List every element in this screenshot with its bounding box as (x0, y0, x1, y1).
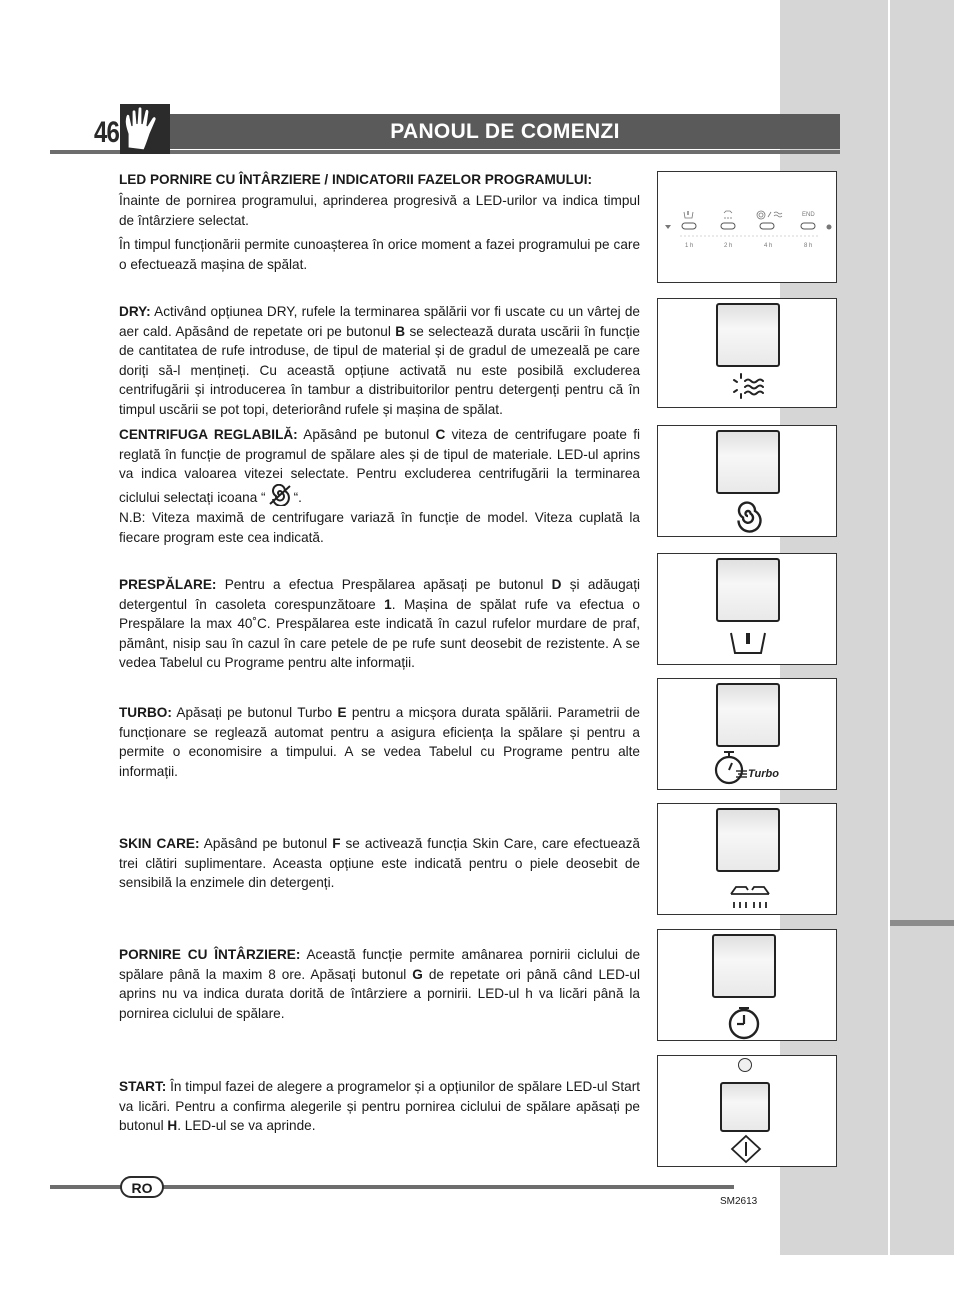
turbo-paragraph (119, 703, 640, 781)
dry-text-1: Activând opțiunea DRY, rufele la terminarea spălării vor fi uscate cu un vârtej de aer cald. Apăsând de repetate ori pe butonul (119, 304, 640, 339)
turbo-button-panel (657, 678, 837, 790)
prewash-compartment: 1 (384, 596, 392, 612)
skin-care-button[interactable] (716, 808, 780, 872)
dry-button[interactable] (716, 303, 780, 367)
spin-text-2: viteza de centrifugare poate fi reglată în funcție de programul de spălare ales și de tipul de materiale. LED-ul aprins va indica valoarea vitezei selectate. Pentru excluderea centrifugării la terminarea ciclului selectați icoana “ (119, 427, 640, 505)
delay-text-2: de repetate ori până când LED-ul aprins nu va indica durata dorită de întârziere a pornirii. LED-ul h va licări până la pornirea ciclului de spălare. (119, 966, 640, 1021)
language-badge: RO (120, 1176, 164, 1198)
prewash-text-3: . Mașina de spălat rufe va efectua o Prespălare la max 40˚C. Prespălarea este indicată în cazul rufelor murdare de praf, pământ, nisip sau în cazul în care petele de pe rufe sunt deosebit de rezistente. A se vedea Tabelul cu Programe pentru alte informații. (119, 596, 640, 670)
prewash-paragraph (119, 575, 640, 673)
spin-button[interactable] (716, 430, 780, 494)
start-text-1: În timpul fazei de alegere a programelor și a opțiunilor de spălare LED-ul Start va licări. Pentru a confirma alegerile și pentru pornirea ciclului de spălare apăsați pe butonul (119, 1079, 640, 1133)
led-heading-text: LED PORNIRE CU ÎNTÂRZIERE / INDICATORII FAZELOR PROGRAMULUI: (119, 172, 593, 187)
hour-label-4: 8 h (804, 243, 813, 249)
spin-note: N.B: Viteza maximă de centrifugare variază în funcție de model. Viteza cuplată la fiecare program este cea indicată. (119, 510, 640, 545)
turbo-text-1: Apăsați pe butonul Turbo (171, 705, 338, 720)
start-button[interactable] (720, 1082, 770, 1132)
prewash-button-letter: D (551, 577, 562, 592)
delay-button-letter: G (412, 966, 423, 982)
led-end-dot (827, 225, 832, 230)
start-paragraph (119, 1077, 640, 1136)
page-title: PANOUL DE COMENZI (390, 120, 620, 143)
margin-divider (888, 0, 890, 1255)
delay-text-1: Această funcție permite amânarea pornirii ciclului de spălare până la maxim 8 ore. Apăsați butonul (119, 947, 641, 982)
delay-clock-icon (726, 1006, 762, 1040)
spin-button-panel (657, 425, 837, 537)
prewash-button-panel (657, 553, 837, 665)
dry-phase-icon (774, 212, 782, 217)
turbo-stopwatch-icon (712, 749, 752, 787)
spin-phase-icon (757, 211, 765, 219)
dry-button-letter: B (395, 323, 406, 339)
dry-heading: DRY: (119, 304, 151, 319)
prewash-button[interactable] (716, 558, 780, 622)
start-button-letter: H (167, 1118, 178, 1133)
start-heading: START: (119, 1079, 167, 1094)
page-header (50, 108, 840, 158)
led-paragraph-1: Înainte de pornirea programului, aprinderea progresivă a LED-urilor va indica timpul de întârziere selectat. (119, 193, 640, 228)
skin-paragraph (119, 834, 640, 893)
spin-paragraph (119, 425, 640, 507)
turbo-heading: TURBO: (119, 705, 172, 720)
led-indicator-panel (657, 171, 837, 283)
prewash-icon (728, 629, 768, 659)
hand-icon (120, 104, 170, 154)
spin-text-1: Apăsând pe butonul (297, 427, 436, 442)
spin-heading: CENTRIFUGA REGLABILĂ: (119, 427, 298, 442)
skin-care-icon (728, 882, 772, 912)
led-1 (682, 223, 696, 229)
dry-paragraph (119, 302, 640, 419)
led-paragraph-2: În timpul funcționării permite cunoașterea în orice moment a fazei programului pe care o efectuează mașina de spălat. (119, 237, 640, 272)
delay-heading: PORNIRE CU ÎNTÂRZIERE: (119, 947, 301, 962)
hour-label-1: 1 h (685, 243, 694, 249)
delay-button-panel (657, 929, 837, 1041)
led-2 (721, 223, 735, 229)
prewash-text-2: și adăugați detergentul în casoleta corespunzătoare (119, 577, 640, 612)
arrow-down-icon (665, 225, 671, 229)
document-code: SM2613 (720, 1196, 758, 1207)
hour-label-2: 2 h (724, 243, 733, 249)
rinse-phase-icon (724, 211, 732, 219)
section-tab-marker (890, 920, 954, 926)
spin-icon (730, 498, 766, 534)
turbo-label: Turbo (748, 768, 779, 780)
dry-icon (732, 371, 768, 403)
no-spin-icon (266, 484, 294, 502)
led-indicator-diagram (658, 172, 835, 281)
led-4 (801, 223, 815, 229)
dry-button-panel (657, 298, 837, 408)
start-pause-icon (730, 1134, 762, 1164)
delay-paragraph (119, 945, 640, 1023)
prewash-heading: PRESPĂLARE: (119, 577, 217, 592)
skin-care-button-panel (657, 803, 837, 915)
start-text-2: . LED-ul se va aprinde. (177, 1118, 316, 1133)
page-number: 46 (94, 116, 120, 149)
start-button-panel (657, 1055, 837, 1167)
skin-text-2: se activează funcția Skin Care, care efectuează trei clătiri suplimentare. Aceasta opțiune este indicată pentru o piele deosebit de sensibilă la enzimele din detergenți. (119, 836, 640, 890)
hour-label-3: 4 h (764, 243, 773, 249)
led-3 (760, 223, 774, 229)
turbo-text-2: pentru a micșora durata spălării. Parametrii de funcționare se reglează automat pentru a asigura eficiența la spălare și pentru a permite o economisire a timpului. A se vedea Tabelul cu Programe pentru alte informații. (119, 705, 640, 779)
turbo-button-letter: E (337, 705, 347, 720)
delay-button[interactable] (712, 934, 776, 998)
dry-text-2: se selectează durata uscării în funcție de cantitatea de rufe introduse, de tipul de material și de gradul de umezeală pe care doriți să-l mențineți. Cu această opțiune activată nu este posibilă excluderea centrifugării și introducerea în tambur a distribuitorilor pentru detergenți pentru că în timpul uscării se pot topi, deteriorând rufele și mașina de spălat. (119, 323, 640, 417)
spin-text-3: “. (293, 489, 302, 505)
prewash-text-1: Pentru a efectua Prespălarea apăsați pe butonul (216, 577, 552, 592)
end-label: END (802, 212, 815, 218)
start-led (738, 1058, 752, 1072)
turbo-button[interactable] (716, 683, 780, 747)
skin-heading: SKIN CARE: (119, 836, 200, 851)
led-heading (119, 170, 640, 190)
skin-text-1: Apăsând pe butonul (199, 836, 333, 851)
spin-button-letter: C (435, 427, 446, 442)
skin-button-letter: F (332, 836, 341, 851)
